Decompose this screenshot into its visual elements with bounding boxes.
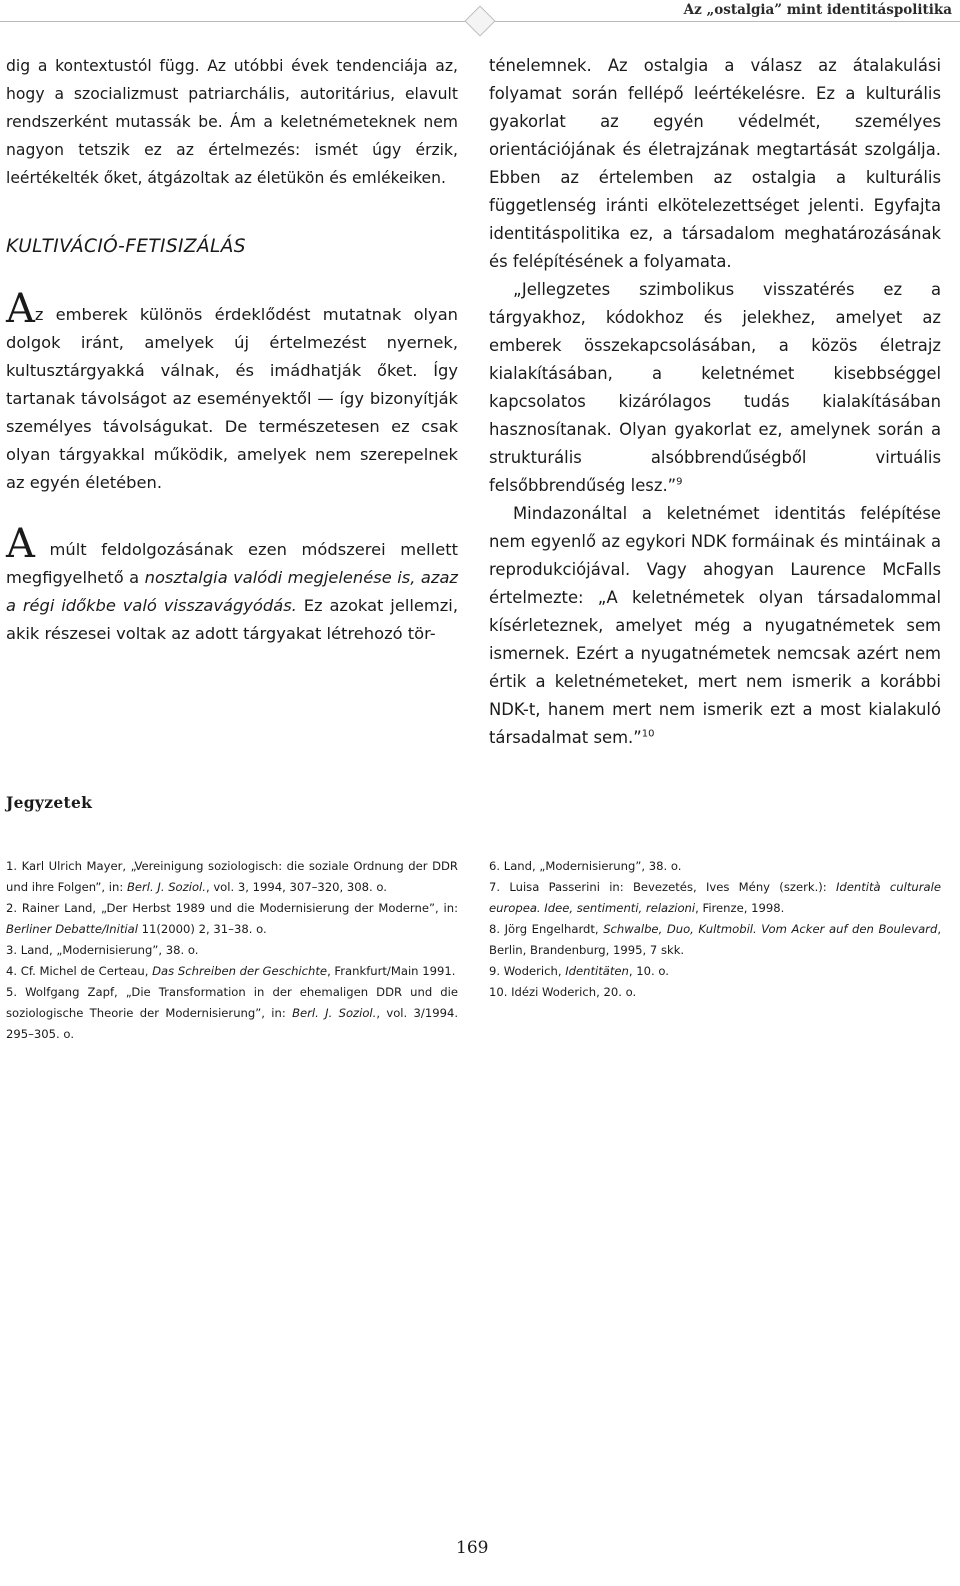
note-5-end: , vol. 3/1994. 295–305. o.	[6, 1006, 459, 1041]
drop-cap: A	[6, 521, 35, 567]
left-paragraph-2-text: z emberek különös érdeklődést mutatnak olyan dolgok iránt, amelyek új értelmezést nyernek, kultusztárgyakká válnak, és imádhatják őket. Így tartanak távolságot az eseményektől — így bizonyítják személyes távolságukat. De természetesen ez csak olyan tárgyakkal működik, amelyek nem szerepelnek az egyén életében.	[6, 305, 458, 492]
note-4-title: Das Schreiben der Geschichte	[152, 964, 328, 978]
section-title: KULTIVÁCIÓ-FETISIZÁLÁS	[6, 236, 246, 257]
note-3: 3. Land, „Modernisierung”, 38. o.	[6, 943, 199, 957]
running-head: Az „ostalgia” mint identitáspolitika	[683, 2, 952, 18]
note-8-text: 8. Jörg Engelhardt,	[489, 922, 604, 936]
note-7-title: Identità culturale europea. Idee, sentimenti, relazioni	[489, 880, 941, 915]
right-paragraph-1: ténelemnek. Az ostalgia a válasz az átalakulási folyamat során fellépő leértékelésre. Ez a kulturális gyakorlat az egyén védelmét, személyes orientációjának és életrajzának megtartását szolgálja. Ebben az értelemben az ostalgia a kulturális függetlenség iránti elkötelezettséget jelenti. Egyfajta identitáspolitika ez, a társadalom meghatározásának és felépítésének a folyamata.	[489, 56, 941, 271]
left-paragraph-2	[6, 286, 458, 497]
left-paragraph-3-text-b: Ez azokat jellemzi, akik részesei voltak az adott tárgyakat létrehozó tör-	[6, 596, 458, 643]
right-paragraph-3	[489, 500, 941, 752]
note-1	[6, 856, 458, 898]
left-paragraph-3-italic: nosztalgia valódi megjelenése is, azaz a régi időkbe való visszavágyódás.	[6, 568, 458, 615]
notes-title: Jegyzetek	[6, 793, 93, 812]
note-4	[6, 961, 458, 982]
note-2-text: 2. Rainer Land, „Der Herbst 1989 und die Modernisierung der Moderne”, in:	[6, 901, 458, 915]
note-1-journal: Berl. J. Soziol.	[126, 880, 206, 894]
footnote-ref-9[interactable]: 9	[676, 476, 683, 488]
left-paragraph-3	[6, 521, 458, 648]
note-7-text: 7. Luisa Passerini in: Bevezetés, Ives Mény (szerk.):	[489, 880, 836, 894]
right-paragraph-2-text: „Jellegzetes szimbolikus visszatérés ez a tárgyakhoz, kódokhoz és jelekhez, amelyet az emberek összekapcsolásában, a közös életrajz kialakításában, a keletnémet kisebbséggel kapcsolatos kizárólagos tudás kialakításában hasznosítanak. Olyan gyakorlat ez, amelynek során a strukturális alsóbbrendűségből virtuális felsőbbrendűség lesz.”	[489, 280, 941, 495]
note-8-title: Schwalbe, Duo, Kultmobil. Vom Acker auf den Boulevard	[603, 922, 938, 936]
notes-left-column	[6, 856, 458, 1045]
note-2	[6, 898, 458, 940]
note-1-text: 1. Karl Ulrich Mayer, „Vereinigung soziologisch: die soziale Ordnung der DDR und ihre Folgen”, in:	[6, 859, 458, 894]
note-8	[489, 919, 941, 961]
right-paragraph-2	[489, 276, 941, 500]
left-paragraph-3-text-a: múlt feldolgozásának ezen módszerei mellett megfigyelhető a	[6, 540, 458, 587]
note-8-end: , Berlin, Brandenburg, 1995, 7 skk.	[489, 922, 941, 957]
note-9-title: Identitäten	[565, 964, 629, 978]
note-5-journal: Berl. J. Soziol.	[292, 1006, 377, 1020]
note-9-text: 9. Woderich,	[489, 964, 566, 978]
page-number: 169	[456, 1538, 489, 1558]
note-9-end: , 10. o.	[628, 964, 669, 978]
note-6: 6. Land, „Modernisierung”, 38. o.	[489, 859, 682, 873]
right-paragraph-3-text: Mindazonáltal a keletnémet identitás felépítése nem egyenlő az egykori NDK formáinak és mintáinak a reprodukciójával. Vagy ahogyan Laurence McFalls értelmezte: „A keletnémetek olyan társadalommal kísérleteznek, amelyet még a nyugatnémetek sem ismernek. Ezért a nyugatnémetek nemcsak azért nem értik a keletnémeteket, mert nem ismerik a korábbi NDK-t, hanem mert nem ismerik ezt a most kialakuló társadalmat sem.”	[489, 504, 941, 747]
note-7-end: , Firenze, 1998.	[695, 901, 785, 915]
header-diamond-ornament	[464, 5, 495, 36]
note-4-end: , Frankfurt/Main 1991.	[327, 964, 456, 978]
note-2-journal: Berliner Debatte/Initial	[6, 922, 138, 936]
left-paragraph-1: dig a kontextustól függ. Az utóbbi évek tendenciája az, hogy a szocializmust patriarchális, autoritárius, elavult rendszerként mutassák be. Ám a keletnémeteknek nem nagyon tetszik ez az értelmezés: ismét úgy érzik, leértékelték őket, átgázoltak az életükön és emlékeiken.	[6, 57, 458, 187]
note-9	[489, 961, 941, 982]
note-7	[489, 877, 941, 919]
right-column	[489, 52, 941, 752]
footnote-ref-10[interactable]: 10	[641, 728, 655, 740]
drop-cap: A	[6, 286, 35, 332]
note-1-end: , vol. 3, 1994, 307–320, 308. o.	[205, 880, 387, 894]
note-2-end: 11(2000) 2, 31–38. o.	[137, 922, 267, 936]
notes-right-column	[489, 856, 941, 1003]
left-column	[6, 52, 458, 648]
note-10: 10. Idézi Woderich, 20. o.	[489, 985, 637, 999]
note-5-text: 5. Wolfgang Zapf, „Die Transformation in der ehemaligen DDR und die soziologische Theorie der Modernisierung”, in:	[6, 985, 458, 1020]
note-4-text: 4. Cf. Michel de Certeau,	[6, 964, 153, 978]
note-5	[6, 982, 458, 1045]
